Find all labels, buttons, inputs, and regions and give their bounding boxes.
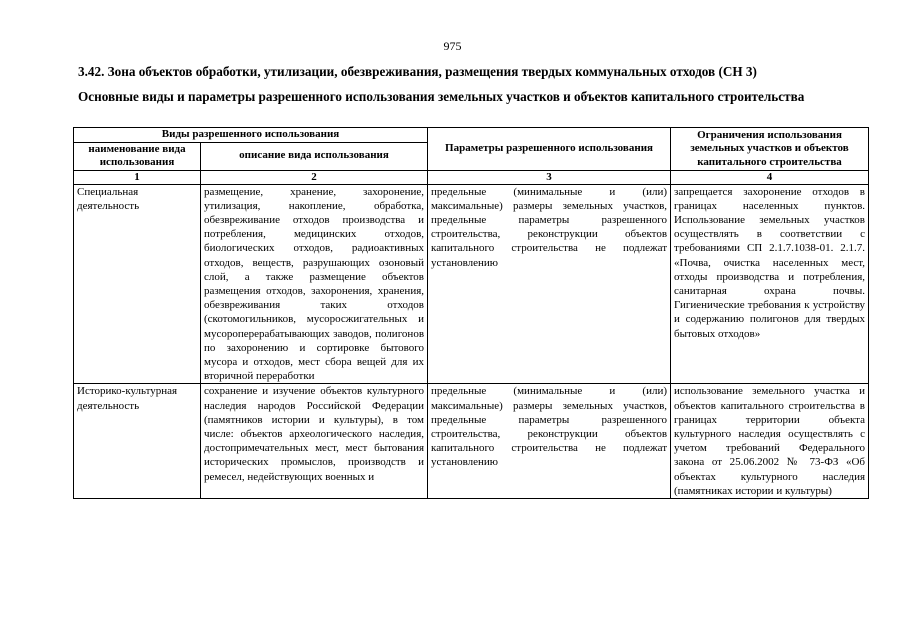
column-number: 4 [671, 170, 869, 184]
header-group-label: Виды разрешенного использования [74, 128, 428, 143]
section-title: 3.42. Зона объектов обработки, утилизации, обезвреживания, размещения твердых коммунальных отходов (СН 3) [78, 64, 757, 79]
land-use-table [73, 127, 869, 499]
row-params: предельные (минимальные и (или) максимальные) размеры земельных участков, предельные параметры разрешенного строительства, реконструкции объектов капитального строительства не подлежат установлению [428, 384, 671, 499]
column-numbers-row [74, 170, 869, 184]
row-name: Специальная деятельность [74, 184, 201, 384]
table-row [74, 184, 869, 384]
header-name: наименование вида использования [74, 142, 201, 170]
header-row-group [74, 128, 869, 143]
header-limits: Ограничения использования земельных участков и объектов капитального строительства [671, 128, 869, 171]
header-params: Параметры разрешенного использования [428, 128, 671, 171]
column-number: 2 [201, 170, 428, 184]
header-description: описание вида использования [201, 142, 428, 170]
subtitle: Основные виды и параметры разрешенного использования земельных участков и объектов капитального строительства [78, 89, 805, 104]
row-name: Историко-культурная деятельность [74, 384, 201, 499]
row-params: предельные (минимальные и (или) максимальные) размеры земельных участков, предельные параметры разрешенного строительства, реконструкции объектов капитального строительства не подлежат установлению [428, 184, 671, 384]
row-limits: запрещается захоронение отходов в границах населенных пунктов. Использование земельных участков осуществлять в соответствии с требованиями СП 2.1.7.1038-01. 2.1.7. «Почва, очистка населенных мест, отходы производства и потребления, санитарная охрана почвы. Гигиенические требования к устройству и содержанию полигонов для твердых бытовых отходов» [671, 184, 869, 384]
page-number: 975 [443, 39, 462, 53]
table-row [74, 384, 869, 499]
column-number: 1 [74, 170, 201, 184]
column-number: 3 [428, 170, 671, 184]
row-limits: использование земельного участка и объектов капитального строительства в границах территории объекта культурного наследия осуществлять с учетом требований Федерального закона от 25.06.2002 № 73-ФЗ «Об объектах культурного наследия (памятниках истории и культуры) [671, 384, 869, 499]
row-description: сохранение и изучение объектов культурного наследия народов Российской Федерации (памятников истории и культуры), в том числе: объектов археологического наследия, достопримечательных мест, мест бытования исторических промыслов, производств и ремесел, недействующих военных и [201, 384, 428, 499]
row-description: размещение, хранение, захоронение, утилизация, накопление, обработка, обезвреживание отходов производства и потребления, медицинских отходов, биологических отходов, радиоактивных отходов, веществ, разрушающих озоновый слой, а также размещение объектов размещения отходов, захоронения, хранения, обезвреживания таких отходов (скотомогильников, мусоросжигательных и мусороперерабатывающих заводов, полигонов по захоронению и сортировке бытового мусора и отходов, мест сбора вещей для их вторичной переработки [201, 184, 428, 384]
